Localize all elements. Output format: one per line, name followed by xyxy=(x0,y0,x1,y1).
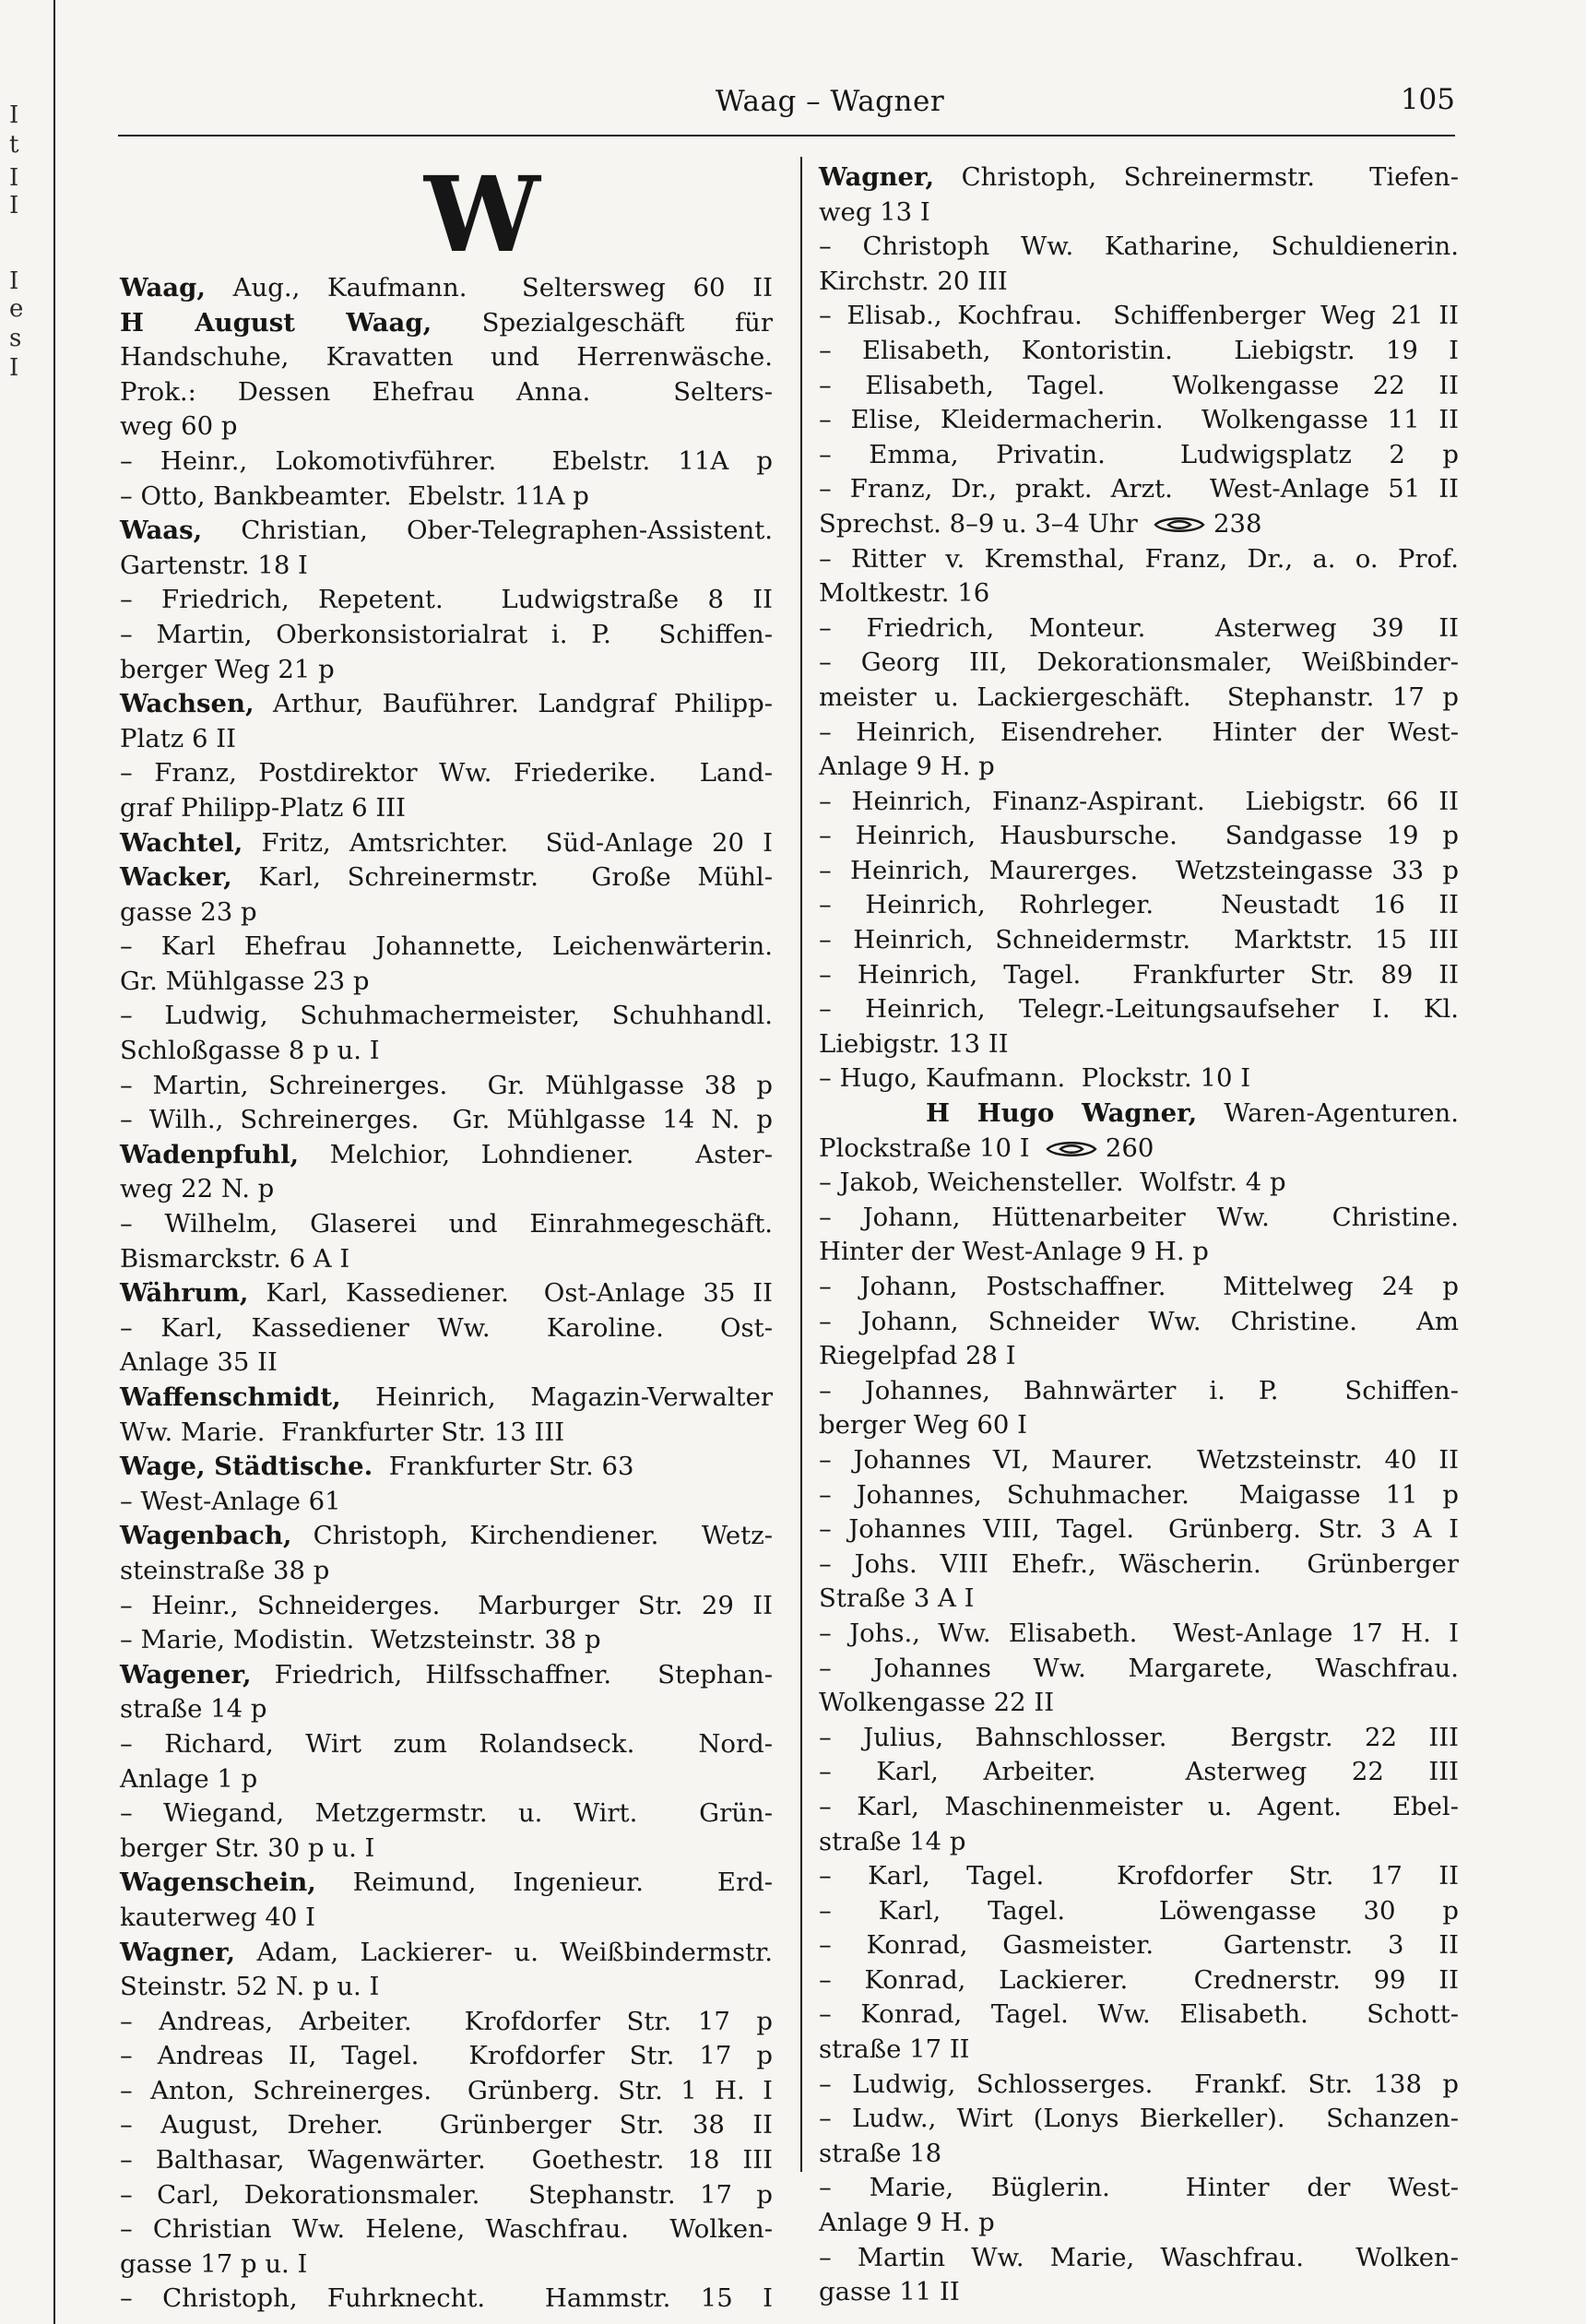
directory-line: – Karl, Tagel. Löwengasse 30 p xyxy=(819,1895,1459,1926)
telephone-icon xyxy=(1046,1139,1097,1159)
entry-surname: Wagener, xyxy=(120,1659,252,1690)
section-initial: W xyxy=(424,155,537,276)
directory-line: – Ludw., Wirt (Lonys Bierkeller). Schanzen- xyxy=(819,2104,1459,2134)
directory-line: – Julius, Bahnschlosser. Bergstr. 22 III xyxy=(819,1722,1459,1752)
entry-surname: Wagner, xyxy=(819,162,935,192)
directory-line: weg 22 N. p xyxy=(120,1174,275,1204)
directory-line: Wachtel, Fritz, Amtsrichter. Süd-Anlage 20 I xyxy=(120,827,773,858)
directory-line: – Johs. VIII Ehefr., Wäscherin. Grünberger xyxy=(819,1548,1459,1579)
directory-line: – Karl, Maschinenmeister u. Agent. Ebel- xyxy=(819,1791,1459,1821)
directory-line: – Karl, Arbeiter. Asterweg 22 III xyxy=(819,1757,1459,1787)
directory-line: – Heinrich, Hausbursche. Sandgasse 19 p xyxy=(819,821,1459,851)
directory-line: – Johannes, Bahnwärter i. P. Schiffen- xyxy=(819,1375,1459,1405)
directory-line: Anlage 35 II xyxy=(120,1347,278,1378)
directory-line: – Ludwig, Schuhmachermeister, Schuhhandl. xyxy=(120,1001,773,1031)
directory-line: – West-Anlage 61 xyxy=(120,1486,341,1516)
directory-line: – Hugo, Kaufmann. Plockstr. 10 I xyxy=(819,1063,1251,1094)
directory-line: Wage, Städtische. Frankfurter Str. 63 xyxy=(120,1452,634,1482)
left-column xyxy=(120,155,773,2317)
directory-line: Wacker, Karl, Schreinermstr. Große Mühl- xyxy=(120,862,773,893)
directory-line xyxy=(819,1132,1459,1167)
column-divider xyxy=(800,157,802,2172)
directory-line xyxy=(819,507,1459,542)
directory-line: H August Waag, Spezialgeschäft für xyxy=(120,307,773,338)
directory-line: – Wilh., Schreinerges. Gr. Mühlgasse 14 N. p xyxy=(120,1105,773,1135)
directory-line: straße 14 p xyxy=(819,1826,966,1856)
directory-line: straße 17 II xyxy=(819,2034,970,2065)
directory-line: – Konrad, Gasmeister. Gartenstr. 3 II xyxy=(819,1930,1459,1961)
directory-line: Währum, Karl, Kassediener. Ost-Anlage 35 II xyxy=(120,1278,773,1309)
right-column xyxy=(819,160,1459,2310)
entry-surname: Wagenschein, xyxy=(120,1868,316,1898)
directory-line: – Johann, Hüttenarbeiter Ww. Christine. xyxy=(819,1202,1459,1232)
directory-line: Steinstr. 52 N. p u. I xyxy=(120,1972,380,2002)
directory-line: – Richard, Wirt zum Rolandseck. Nord- xyxy=(120,1728,773,1759)
directory-line: Gartenstr. 18 I xyxy=(120,550,308,580)
directory-line: Wagener, Friedrich, Hilfsschaffner. Stephan- xyxy=(120,1659,773,1690)
line-text: Plockstraße 10 I xyxy=(819,1132,1047,1163)
gutter-mark: e xyxy=(9,295,24,323)
directory-line: straße 18 xyxy=(819,2138,942,2168)
entry-surname: Wachtel, xyxy=(120,827,243,858)
telephone-icon xyxy=(1154,515,1205,535)
entry-surname: Waag, xyxy=(120,273,206,302)
directory-line: – Franz, Dr., prakt. Arzt. West-Anlage 51 II xyxy=(819,474,1459,504)
directory-line: Gr. Mühlgasse 23 p xyxy=(120,966,370,996)
line-text: Sprechst. 8–9 u. 3–4 Uhr xyxy=(819,508,1154,539)
directory-line: berger Str. 30 p u. I xyxy=(120,1832,375,1863)
directory-line: – Heinrich, Maurerges. Wetzsteingasse 33 p xyxy=(819,855,1459,885)
directory-line: Liebigstr. 13 II xyxy=(819,1028,1009,1059)
entry-surname: Wage, Städtische. xyxy=(120,1452,373,1482)
directory-line: Bismarckstr. 6 A I xyxy=(120,1243,350,1274)
running-head: Waag – Wagner xyxy=(715,85,945,118)
header-rule xyxy=(118,135,1455,136)
entry-surname: Waffenschmidt, xyxy=(120,1382,341,1412)
directory-line: – Otto, Bankbeamter. Ebelstr. 11A p xyxy=(120,480,589,511)
directory-line: Waag, Aug., Kaufmann. Seltersweg 60 II xyxy=(120,273,773,302)
gutter-mark: I xyxy=(9,101,19,129)
directory-line: graf Philipp-Platz 6 III xyxy=(120,792,406,823)
entry-surname: Wachsen, xyxy=(120,689,254,719)
page-number: 105 xyxy=(1400,83,1455,116)
directory-line: – Wilhelm, Glaserei und Einrahmegeschäft. xyxy=(120,1209,773,1239)
entry-surname: Waas, xyxy=(120,516,203,546)
directory-line: Wagenschein, Reimund, Ingenieur. Erd- xyxy=(120,1868,773,1898)
directory-line: straße 14 p xyxy=(120,1694,267,1725)
directory-line: Schloßgasse 8 p u. I xyxy=(120,1036,380,1066)
gutter-mark: t xyxy=(9,131,19,159)
directory-line: – Johannes VI, Maurer. Wetzsteinstr. 40 II xyxy=(819,1444,1459,1475)
directory-line: – Johann, Postschaffner. Mittelweg 24 p xyxy=(819,1272,1459,1301)
directory-line: Moltkestr. 16 xyxy=(819,578,990,609)
left-entries xyxy=(120,271,773,2317)
entry-surname: Wagner, xyxy=(120,1937,236,1967)
facing-page-edge xyxy=(0,0,55,2324)
directory-line: Waas, Christian, Ober-Telegraphen-Assistent. xyxy=(120,516,773,546)
directory-line: – Karl, Tagel. Krofdorfer Str. 17 II xyxy=(819,1861,1459,1891)
directory-line: – Elisabeth, Kontoristin. Liebigstr. 19 I xyxy=(819,335,1459,365)
directory-line: gasse 11 II xyxy=(819,2277,960,2307)
directory-line: – Karl, Kassediener Ww. Karoline. Ost- xyxy=(120,1312,773,1343)
directory-line: Prok.: Dessen Ehefrau Anna. Selters- xyxy=(120,376,773,407)
directory-line: – Georg III, Dekorationsmaler, Weißbinder- xyxy=(819,647,1459,678)
directory-line: – Karl Ehefrau Johannette, Leichenwärterin. xyxy=(120,931,773,962)
entry-surname: H Hugo Wagner, xyxy=(925,1098,1198,1129)
directory-line: – Johannes VIII, Tagel. Grünberg. Str. 3 A I xyxy=(819,1514,1459,1545)
directory-line: – Konrad, Tagel. Ww. Elisabeth. Schott- xyxy=(819,1999,1459,2030)
directory-line: Platz 6 II xyxy=(120,723,236,753)
gutter-mark: I xyxy=(9,192,19,219)
directory-line: – Carl, Dekorationsmaler. Stephanstr. 17 p xyxy=(120,2179,773,2210)
directory-line: – Elisab., Kochfrau. Schiffenberger Weg 21 II xyxy=(819,301,1459,331)
directory-line: Wolkengasse 22 II xyxy=(819,1688,1055,1718)
directory-line: berger Weg 21 p xyxy=(120,654,335,684)
directory-line: – Martin, Oberkonsistorialrat i. P. Schiffen- xyxy=(120,619,773,649)
directory-line: – Johs., Ww. Elisabeth. West-Anlage 17 H. I xyxy=(819,1618,1459,1648)
directory-line: Wagner, Christoph, Schreinermstr. Tiefen- xyxy=(819,162,1459,192)
directory-line: Wagenbach, Christoph, Kirchendiener. Wetz- xyxy=(120,1521,773,1551)
directory-line: Kirchstr. 20 III xyxy=(819,266,1008,296)
directory-line: – Heinrich, Eisendreher. Hinter der West- xyxy=(819,717,1459,747)
directory-line: – Martin, Schreinerges. Gr. Mühlgasse 38 p xyxy=(120,1070,773,1100)
directory-line: steinstraße 38 p xyxy=(120,1555,330,1585)
directory-line: Waffenschmidt, Heinrich, Magazin-Verwalter xyxy=(120,1382,773,1412)
directory-line: – Balthasar, Wagenwärter. Goethestr. 18 III xyxy=(120,2145,773,2176)
directory-line: – Christoph, Fuhrknecht. Hammstr. 15 I xyxy=(120,2283,773,2314)
entry-surname: Wacker, xyxy=(120,862,232,893)
directory-line: meister u. Lackiergeschäft. Stephanstr. 17 p xyxy=(819,682,1459,712)
directory-line: Riegelpfad 28 I xyxy=(819,1341,1016,1371)
entry-surname: Wagenbach, xyxy=(120,1521,292,1551)
directory-line: – Heinrich, Finanz-Aspirant. Liebigstr. 66 II xyxy=(819,786,1459,816)
directory-line: weg 13 I xyxy=(819,196,930,227)
directory-line: – Johann, Schneider Ww. Christine. Am xyxy=(819,1306,1459,1336)
directory-line: Hinter der West-Anlage 9 H. p xyxy=(819,1237,1209,1267)
directory-line: – Heinr., Schneiderges. Marburger Str. 29 II xyxy=(120,1590,773,1620)
directory-line: – Emma, Privatin. Ludwigsplatz 2 p xyxy=(819,439,1459,469)
telephone-number: 260 xyxy=(1097,1132,1154,1163)
telephone-number: 238 xyxy=(1205,508,1262,539)
directory-line: – Friedrich, Monteur. Asterweg 39 II xyxy=(819,612,1459,643)
entry-surname: Wadenpfuhl, xyxy=(120,1139,300,1169)
directory-line: gasse 17 p u. I xyxy=(120,2248,308,2279)
directory-line: – Ritter v. Kremsthal, Franz, Dr., a. o. Prof. xyxy=(819,543,1459,574)
directory-line: – Anton, Schreinerges. Grünberg. Str. 1 H. I xyxy=(120,2075,773,2105)
directory-line: – Franz, Postdirektor Ww. Friederike. Land- xyxy=(120,758,773,788)
gutter-mark: s xyxy=(9,325,22,352)
directory-line: Handschuhe, Kravatten und Herrenwäsche. xyxy=(120,342,773,373)
directory-line: Anlage 1 p xyxy=(120,1763,258,1794)
directory-line: – Andreas II, Tagel. Krofdorfer Str. 17 p xyxy=(120,2041,773,2071)
gutter-mark: I xyxy=(9,267,19,295)
directory-line: Wachsen, Arthur, Bauführer. Landgraf Philipp- xyxy=(120,689,773,719)
directory-line: – Elise, Kleidermacherin. Wolkengasse 11 II xyxy=(819,405,1459,435)
directory-line: – Andreas, Arbeiter. Krofdorfer Str. 17 p xyxy=(120,2006,773,2036)
directory-line: – Jakob, Weichensteller. Wolfstr. 4 p xyxy=(819,1168,1286,1198)
directory-line: – Johannes Ww. Margarete, Waschfrau. xyxy=(819,1653,1459,1683)
directory-line: – Christoph Ww. Katharine, Schuldienerin. xyxy=(819,231,1459,262)
directory-line: Ww. Marie. Frankfurter Str. 13 III xyxy=(120,1417,565,1447)
directory-line: – Konrad, Lackierer. Crednerstr. 99 II xyxy=(819,1964,1459,1995)
directory-line: – Wiegand, Metzgermstr. u. Wirt. Grün- xyxy=(120,1798,773,1829)
directory-line: – Ludwig, Schlosserges. Frankf. Str. 138 p xyxy=(819,2069,1459,2099)
directory-line: berger Weg 60 I xyxy=(819,1410,1028,1441)
right-entries xyxy=(819,160,1459,2310)
directory-line: – Martin Ww. Marie, Waschfrau. Wolken- xyxy=(819,2242,1459,2272)
directory-line: Wadenpfuhl, Melchior, Lohndiener. Aster- xyxy=(120,1139,773,1169)
entry-surname: Währum, xyxy=(120,1278,249,1309)
directory-line: – August, Dreher. Grünberger Str. 38 II xyxy=(120,2110,773,2140)
directory-line: – Friedrich, Repetent. Ludwigstraße 8 II xyxy=(120,585,773,615)
directory-line: – Heinrich, Tagel. Frankfurter Str. 89 II xyxy=(819,959,1459,990)
directory-line: weg 60 p xyxy=(120,411,238,442)
directory-line: Anlage 9 H. p xyxy=(819,2208,995,2238)
directory-line: – Johannes, Schuhmacher. Maigasse 11 p xyxy=(819,1479,1459,1510)
directory-line: – Heinr., Lokomotivführer. Ebelstr. 11A p xyxy=(120,445,773,476)
entry-surname: H August Waag, xyxy=(120,307,432,338)
directory-line: – Christian Ww. Helene, Waschfrau. Wolken- xyxy=(120,2214,773,2245)
directory-line: Wagner, Adam, Lackierer- u. Weißbindermstr. xyxy=(120,1937,773,1967)
directory-line: – Heinrich, Telegr.-Leitungsaufseher I. Kl. xyxy=(819,994,1459,1025)
directory-line: – Marie, Büglerin. Hinter der West- xyxy=(819,2173,1459,2203)
directory-line: – Marie, Modistin. Wetzsteinstr. 38 p xyxy=(120,1625,601,1655)
directory-line: – Elisabeth, Tagel. Wolkengasse 22 II xyxy=(819,370,1459,400)
gutter-mark: I xyxy=(9,354,19,382)
directory-line: – Heinrich, Schneidermstr. Marktstr. 15 III xyxy=(819,925,1459,955)
directory-line: H Hugo Wagner, Waren-Agenturen. xyxy=(925,1098,1459,1129)
gutter-mark: I xyxy=(9,164,19,192)
directory-line: Anlage 9 H. p xyxy=(819,752,995,782)
directory-line: kauterweg 40 I xyxy=(120,1902,315,1932)
directory-line: – Heinrich, Rohrleger. Neustadt 16 II xyxy=(819,890,1459,920)
directory-line: gasse 23 p xyxy=(120,896,257,927)
directory-line: Straße 3 A I xyxy=(819,1583,975,1614)
